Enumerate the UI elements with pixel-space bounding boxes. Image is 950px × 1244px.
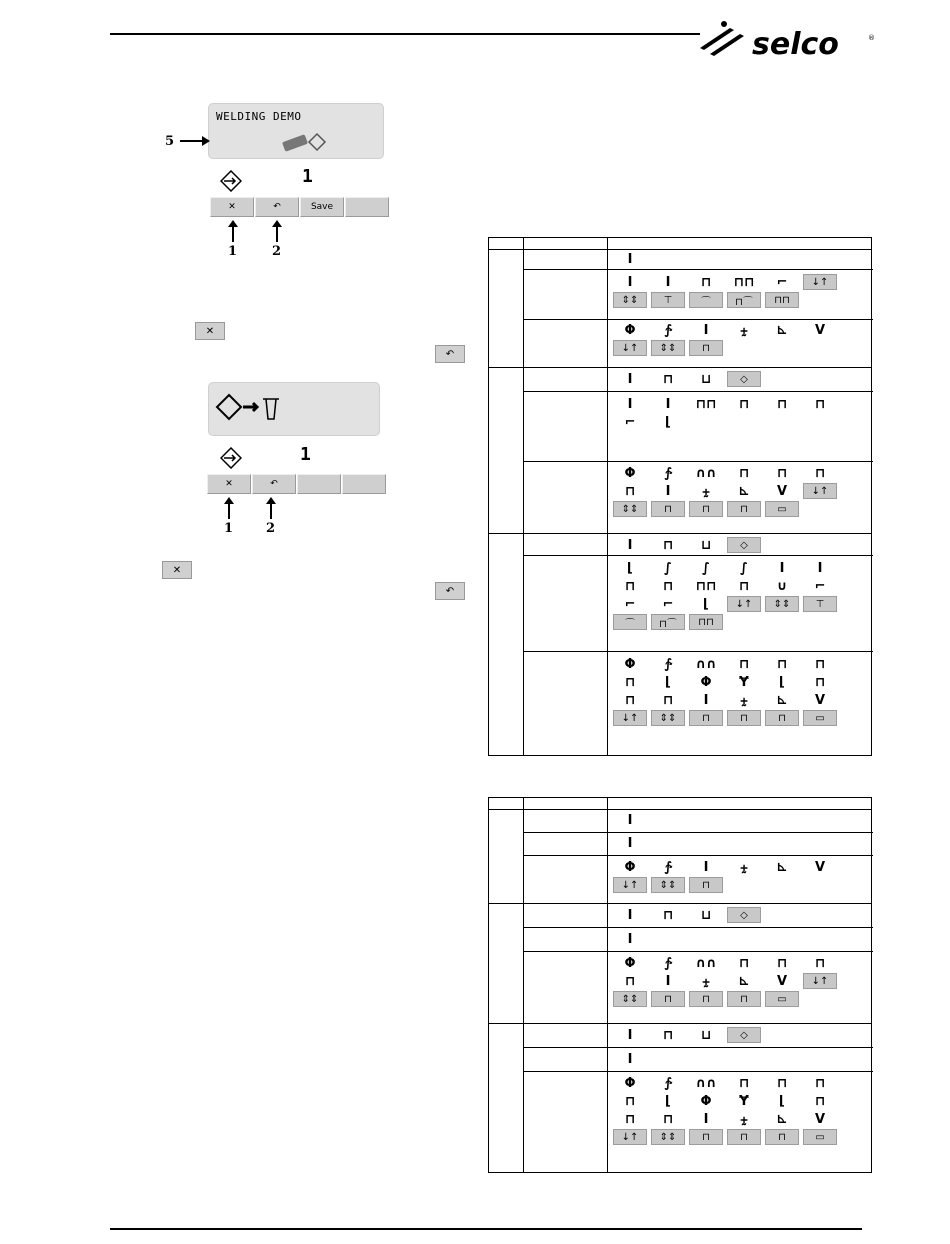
- softkey-bar: [207, 474, 387, 494]
- step-icon: ⊓: [776, 656, 788, 672]
- double-pulse-icon: ⊓: [624, 483, 636, 499]
- balance-icon: ⨦: [702, 483, 710, 499]
- pulse-icon: ⊓: [738, 396, 750, 412]
- step-icon: ⊓: [662, 1111, 674, 1127]
- parameter-table-upper: [488, 237, 872, 756]
- wave-icon: ∩∩: [695, 1075, 717, 1091]
- load-icon: ◇: [727, 537, 761, 553]
- updown-icon: ↓↑: [613, 1129, 647, 1145]
- gas-icon: ∱: [664, 322, 672, 338]
- callout-5: 5: [165, 134, 175, 149]
- wave-icon: ∩∩: [695, 656, 717, 672]
- label-1: 1: [224, 521, 234, 536]
- job-icon: ⊓: [689, 501, 723, 517]
- balance-icon: ⨦: [740, 859, 748, 875]
- program-counter: 1: [302, 166, 313, 187]
- current-icon: I: [817, 560, 823, 576]
- pointer-2: [276, 226, 278, 242]
- phi-icon: Φ: [624, 656, 636, 672]
- updown-icon: ↓↑: [727, 596, 761, 612]
- slope-icon: ⌐: [776, 274, 788, 290]
- torch-icon: ⌊: [665, 1093, 671, 1109]
- load-icon: ◇: [727, 907, 761, 923]
- pulse-ramp-icon: ⊓⌒: [651, 614, 685, 630]
- delete-program-icon: [215, 391, 285, 423]
- phi-icon: Φ: [624, 859, 636, 875]
- ramp-icon: ∫: [664, 560, 672, 576]
- updown2-icon: ⇕⇕: [613, 292, 647, 308]
- current-icon: I: [627, 1027, 633, 1043]
- job-icon: ⊓: [727, 1129, 761, 1145]
- cancel-softkey[interactable]: [207, 474, 251, 494]
- voltage-icon: V: [814, 322, 826, 338]
- undo-icon: ↶: [270, 479, 278, 489]
- pointer-1: [232, 226, 234, 242]
- current-icon: I: [703, 1111, 709, 1127]
- updown2-icon: ⇕⇕: [651, 877, 685, 893]
- load-program-icon: [220, 447, 242, 469]
- current-icon: I: [665, 274, 671, 290]
- double-pulse-icon: ⊓: [814, 955, 826, 971]
- load-icon: ◇: [727, 371, 761, 387]
- torch-icon: ⌊: [665, 414, 671, 430]
- job-icon: ⊓: [727, 501, 761, 517]
- double-pulse-icon: ⊓: [814, 674, 826, 690]
- header-rule: [110, 33, 700, 35]
- gas-icon: ∱: [664, 465, 672, 481]
- updown-icon: ↓↑: [803, 274, 837, 290]
- balance-icon: ⨦: [740, 1111, 748, 1127]
- phi-icon: Φ: [624, 1075, 636, 1091]
- updown2-icon: ⇕⇕: [613, 991, 647, 1007]
- step-icon: ⊓: [624, 692, 636, 708]
- current-icon: I: [627, 274, 633, 290]
- ramp-icon: ∫: [740, 560, 748, 576]
- current-icon: I: [627, 812, 633, 828]
- label-1: 1: [228, 244, 238, 259]
- undo-key-inline: ↶: [435, 345, 465, 363]
- pulse-ramp-icon: ⊓⊓: [689, 614, 723, 630]
- step-icon: ⊓: [738, 1075, 750, 1091]
- torch-icon: ⌊: [703, 596, 709, 612]
- slope-icon: ⌐: [624, 414, 636, 430]
- pulse-icon: ⊓: [700, 274, 712, 290]
- cancel-key-inline: ✕: [195, 322, 225, 340]
- voltage-icon: V: [814, 1111, 826, 1127]
- job-icon: ⊓: [727, 710, 761, 726]
- step-icon: ⊓: [689, 877, 723, 893]
- job-icon: ▭: [803, 1129, 837, 1145]
- pulse-icon: ⊓: [662, 1027, 674, 1043]
- updown2-icon: ⇕⇕: [651, 340, 685, 356]
- pointer-1: [228, 503, 230, 519]
- torch-icon: ⌊: [779, 1093, 785, 1109]
- svg-text:selco: selco: [752, 27, 839, 62]
- updown2-icon: ⇕⇕: [765, 596, 799, 612]
- phi-icon: Φ: [624, 465, 636, 481]
- current-icon: I: [627, 537, 633, 553]
- step-icon: ⊔: [700, 907, 712, 923]
- step-icon: ⊓: [689, 1129, 723, 1145]
- slope-icon: ⊾: [776, 859, 788, 875]
- double-pulse-icon: ⊓: [624, 1093, 636, 1109]
- cross-icon: ✕: [228, 202, 236, 212]
- current-icon: I: [627, 371, 633, 387]
- balance-icon: ⨦: [740, 692, 748, 708]
- current-icon: I: [703, 692, 709, 708]
- step-icon: ⊓: [738, 955, 750, 971]
- updown-icon: ↓↑: [803, 973, 837, 989]
- current-icon: I: [665, 973, 671, 989]
- job-icon: ⊓: [765, 710, 799, 726]
- updown2-icon: ⇕⇕: [613, 501, 647, 517]
- slope-icon: ⊾: [776, 322, 788, 338]
- updown-icon: ↓↑: [613, 710, 647, 726]
- label-2: 2: [266, 521, 276, 536]
- memory-chip-icon: [281, 130, 331, 154]
- torch-icon: ⌊: [627, 560, 633, 576]
- wave-icon: ∩∩: [695, 955, 717, 971]
- double-pulse-icon: ⊓: [814, 1075, 826, 1091]
- pulse-icon: ⊓: [776, 396, 788, 412]
- updown-icon: ↓↑: [803, 483, 837, 499]
- callout-arrow: [180, 136, 210, 146]
- crater-icon: ∪: [776, 578, 788, 594]
- selco-logo: [690, 10, 890, 70]
- job-icon: ▭: [803, 710, 837, 726]
- pulse-icon: ⊓: [662, 537, 674, 553]
- job-icon: ⊓: [765, 1129, 799, 1145]
- gas-icon: ∱: [664, 859, 672, 875]
- pulse-freq-icon: ⊓⊓: [695, 396, 717, 412]
- current-icon: I: [627, 1051, 633, 1067]
- wire-icon: Ɏ: [739, 1093, 749, 1109]
- current-icon: I: [665, 483, 671, 499]
- empty-softkey[interactable]: [342, 474, 386, 494]
- current-icon: I: [703, 859, 709, 875]
- empty-softkey[interactable]: [297, 474, 341, 494]
- updown-icon: ↓↑: [613, 340, 647, 356]
- pulse-icon: ⊓: [624, 578, 636, 594]
- step-icon: ⊓: [689, 710, 723, 726]
- step-icon: ⊔: [700, 1027, 712, 1043]
- phi-icon: Φ: [700, 674, 712, 690]
- updown2-icon: ⇕⇕: [651, 1129, 685, 1145]
- voltage-icon: V: [814, 692, 826, 708]
- current-icon: I: [627, 907, 633, 923]
- slope-icon: ⊾: [738, 973, 750, 989]
- parameter-table-lower: [488, 797, 872, 1173]
- slope-icon: ⊾: [776, 1111, 788, 1127]
- step-icon: ⊓: [662, 692, 674, 708]
- undo-softkey[interactable]: [255, 197, 299, 217]
- slope-icon: ⌐: [814, 578, 826, 594]
- pulse-icon: ⊓: [662, 578, 674, 594]
- ramp-icon: ∫: [702, 560, 710, 576]
- display-title: WELDING DEMO: [216, 110, 302, 123]
- label-2: 2: [272, 244, 282, 259]
- footer-rule: [110, 1228, 862, 1230]
- wave-icon: ∩∩: [695, 465, 717, 481]
- slope-icon: ⌐: [624, 596, 636, 612]
- gas-icon: ∱: [664, 955, 672, 971]
- job-icon: ⊓: [727, 991, 761, 1007]
- phi-icon: Φ: [624, 955, 636, 971]
- double-pulse-icon: ⊓: [814, 465, 826, 481]
- slope-icon: ⊾: [738, 483, 750, 499]
- pulse-freq-icon: ⊓⊓: [733, 274, 755, 290]
- updown2-icon: ⇕⇕: [651, 710, 685, 726]
- double-pulse-icon: ⊓: [814, 1093, 826, 1109]
- step-icon: ⊓: [738, 656, 750, 672]
- current-icon: I: [703, 322, 709, 338]
- updown-icon: ↓↑: [613, 877, 647, 893]
- pulse-icon: ⊓: [662, 371, 674, 387]
- step-icon: ⊓: [689, 340, 723, 356]
- ramp-icon: ⌒: [613, 614, 647, 630]
- mode-icon: ⊤: [651, 292, 685, 308]
- double-pulse-icon: ⊓: [624, 973, 636, 989]
- slope-icon: ⊾: [776, 692, 788, 708]
- load-program-icon: [220, 170, 242, 192]
- mode-icon: ⊤: [803, 596, 837, 612]
- load-icon: ◇: [727, 1027, 761, 1043]
- voltage-icon: V: [776, 483, 788, 499]
- pulse-icon: ⊓: [738, 578, 750, 594]
- current-icon: I: [627, 251, 633, 267]
- pulse-freq-icon: ⊓⊓: [695, 578, 717, 594]
- step-icon: ⊓: [651, 991, 685, 1007]
- gas-icon: ∱: [664, 1075, 672, 1091]
- double-pulse-icon: ⊓: [814, 656, 826, 672]
- step-icon: ⊓: [776, 465, 788, 481]
- display-delete: [208, 382, 380, 436]
- gas-icon: ∱: [664, 656, 672, 672]
- softkey-bar: [210, 197, 390, 217]
- current-icon: I: [627, 835, 633, 851]
- ramp-icon: ⌒: [689, 292, 723, 308]
- phi-icon: Φ: [624, 322, 636, 338]
- balance-icon: ⨦: [702, 973, 710, 989]
- pulse-ramp-icon: ⊓⌒: [727, 292, 761, 308]
- voltage-icon: V: [814, 859, 826, 875]
- pulse-ramp-icon: ⊓⊓: [765, 292, 799, 308]
- step-icon: ⊔: [700, 371, 712, 387]
- current-icon: I: [627, 931, 633, 947]
- step-icon: ⊔: [700, 537, 712, 553]
- pointer-2: [270, 503, 272, 519]
- save-softkey[interactable]: Save: [300, 197, 344, 217]
- job-icon: ▭: [765, 501, 799, 517]
- balance-icon: ⨦: [740, 322, 748, 338]
- current-icon: I: [627, 396, 633, 412]
- svg-text:®: ®: [868, 34, 875, 42]
- step-icon: ⊓: [776, 1075, 788, 1091]
- empty-softkey[interactable]: [345, 197, 389, 217]
- step-icon: ⊓: [776, 955, 788, 971]
- step-icon: ⊓: [738, 465, 750, 481]
- display-welding-demo: [208, 103, 384, 159]
- undo-key-inline: ↶: [435, 582, 465, 600]
- voltage-icon: V: [776, 973, 788, 989]
- undo-icon: ↶: [273, 202, 281, 212]
- current-icon: I: [779, 560, 785, 576]
- step-icon: ⊓: [624, 1111, 636, 1127]
- program-counter: 1: [300, 444, 311, 465]
- torch-icon: ⌊: [779, 674, 785, 690]
- phi-icon: Φ: [700, 1093, 712, 1109]
- pulse-icon: ⊓: [662, 907, 674, 923]
- cancel-softkey[interactable]: [210, 197, 254, 217]
- undo-softkey[interactable]: [252, 474, 296, 494]
- cross-icon: ✕: [225, 479, 233, 489]
- double-pulse-icon: ⊓: [624, 674, 636, 690]
- step-icon: ⊓: [651, 501, 685, 517]
- slope-icon: ⌐: [662, 596, 674, 612]
- job-icon: ⊓: [689, 991, 723, 1007]
- current-icon: I: [665, 396, 671, 412]
- torch-icon: ⌊: [665, 674, 671, 690]
- job-icon: ▭: [765, 991, 799, 1007]
- cancel-key-inline: ✕: [162, 561, 192, 579]
- wire-icon: Ɏ: [739, 674, 749, 690]
- pulse-icon: ⊓: [814, 396, 826, 412]
